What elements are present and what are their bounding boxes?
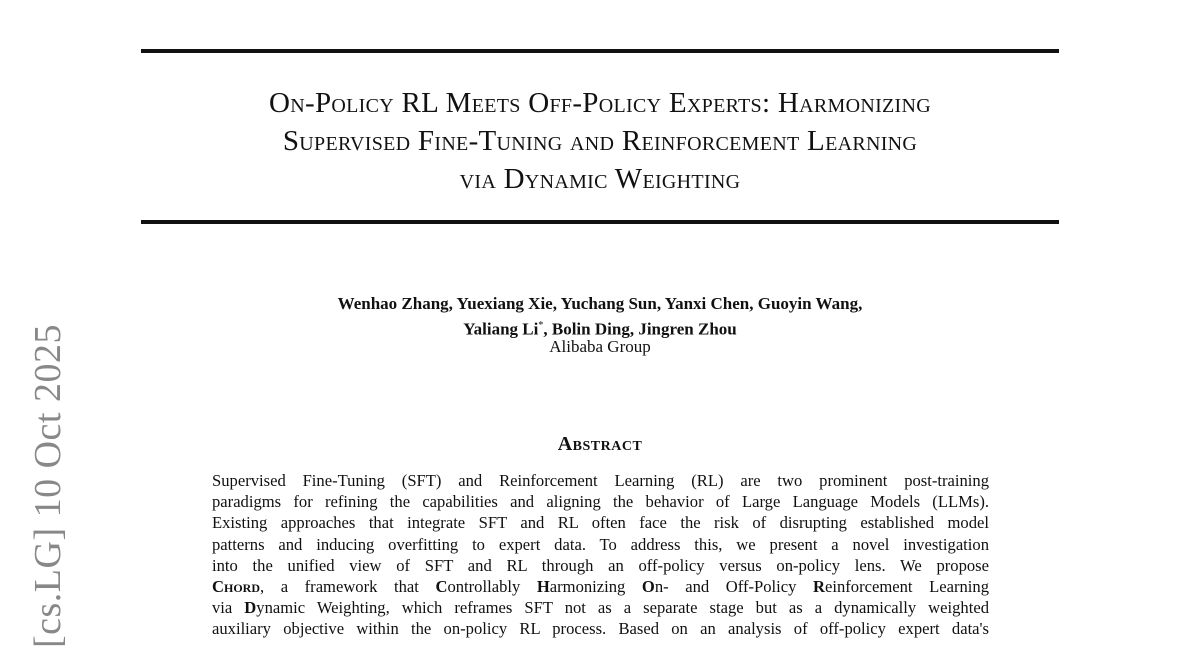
abstract-line: Existing approaches that integrate SFT and RL often face the risk of disrupting established model [212, 513, 989, 533]
title-line: Supervised Fine-Tuning and Reinforcement Learning [282, 125, 918, 157]
author-names-rest: , Bolin Ding, Jingren Zhou [543, 319, 737, 339]
abstract-line: paradigms for refining the capabilities and aligning the behavior of Large Language Models (LLMs). [212, 492, 989, 512]
abstract-text: armonizing [549, 577, 642, 597]
author-line-1: Wenhao Zhang, Yuexiang Xie, Yuchang Sun, Yanxi Chen, Guoyin Wang, [337, 294, 863, 313]
abstract-line: auxiliary objective within the on-policy RL process. Based on an analysis of off-policy expert data's [212, 619, 989, 639]
acronym-letter: R [813, 577, 825, 597]
abstract-text: ynamic Weighting, which reframes SFT not as a separate stage but as a dynamically weighted [256, 598, 989, 618]
affiliation: Alibaba Group [549, 337, 651, 356]
author-list [141, 293, 1059, 341]
method-name: Chord [212, 577, 260, 597]
abstract-line: Supervised Fine-Tuning (SFT) and Reinforcement Learning (RL) are two prominent post-training [212, 471, 989, 490]
title-line: On-Policy RL Meets Off-Policy Experts: Harmonizing [269, 87, 931, 119]
abstract-line: into the unified view of SFT and RL through an off-policy versus on-policy lens. We propose [212, 555, 989, 575]
abstract-body [212, 470, 989, 640]
abstract-text: , a framework that [259, 577, 436, 597]
abstract-line [212, 597, 989, 618]
acronym-letter: D [244, 598, 257, 618]
title-top-rule [141, 49, 1059, 53]
arxiv-stamp: [cs.LG] 10 Oct 2025 [27, 324, 69, 648]
abstract-text: einforcement Learning [825, 577, 989, 597]
paper-title [141, 84, 1059, 198]
acronym-letter: C [435, 577, 448, 597]
author-name: Yaliang Li [463, 319, 539, 339]
title-line: via Dynamic Weighting [459, 163, 741, 195]
corresponding-author-mark: * [538, 320, 544, 331]
abstract-text: ontrollably [447, 577, 537, 597]
title-bottom-rule [141, 220, 1059, 224]
acronym-letter: O [641, 577, 655, 597]
abstract-line: patterns and inducing overfitting to expert data. To address this, we present a novel investigation [212, 534, 989, 554]
abstract-heading: Abstract [557, 433, 643, 455]
abstract-text: n- and Off-Policy [654, 577, 814, 597]
abstract-text: via [212, 598, 245, 618]
abstract-line [212, 576, 989, 597]
acronym-letter: H [536, 577, 550, 597]
